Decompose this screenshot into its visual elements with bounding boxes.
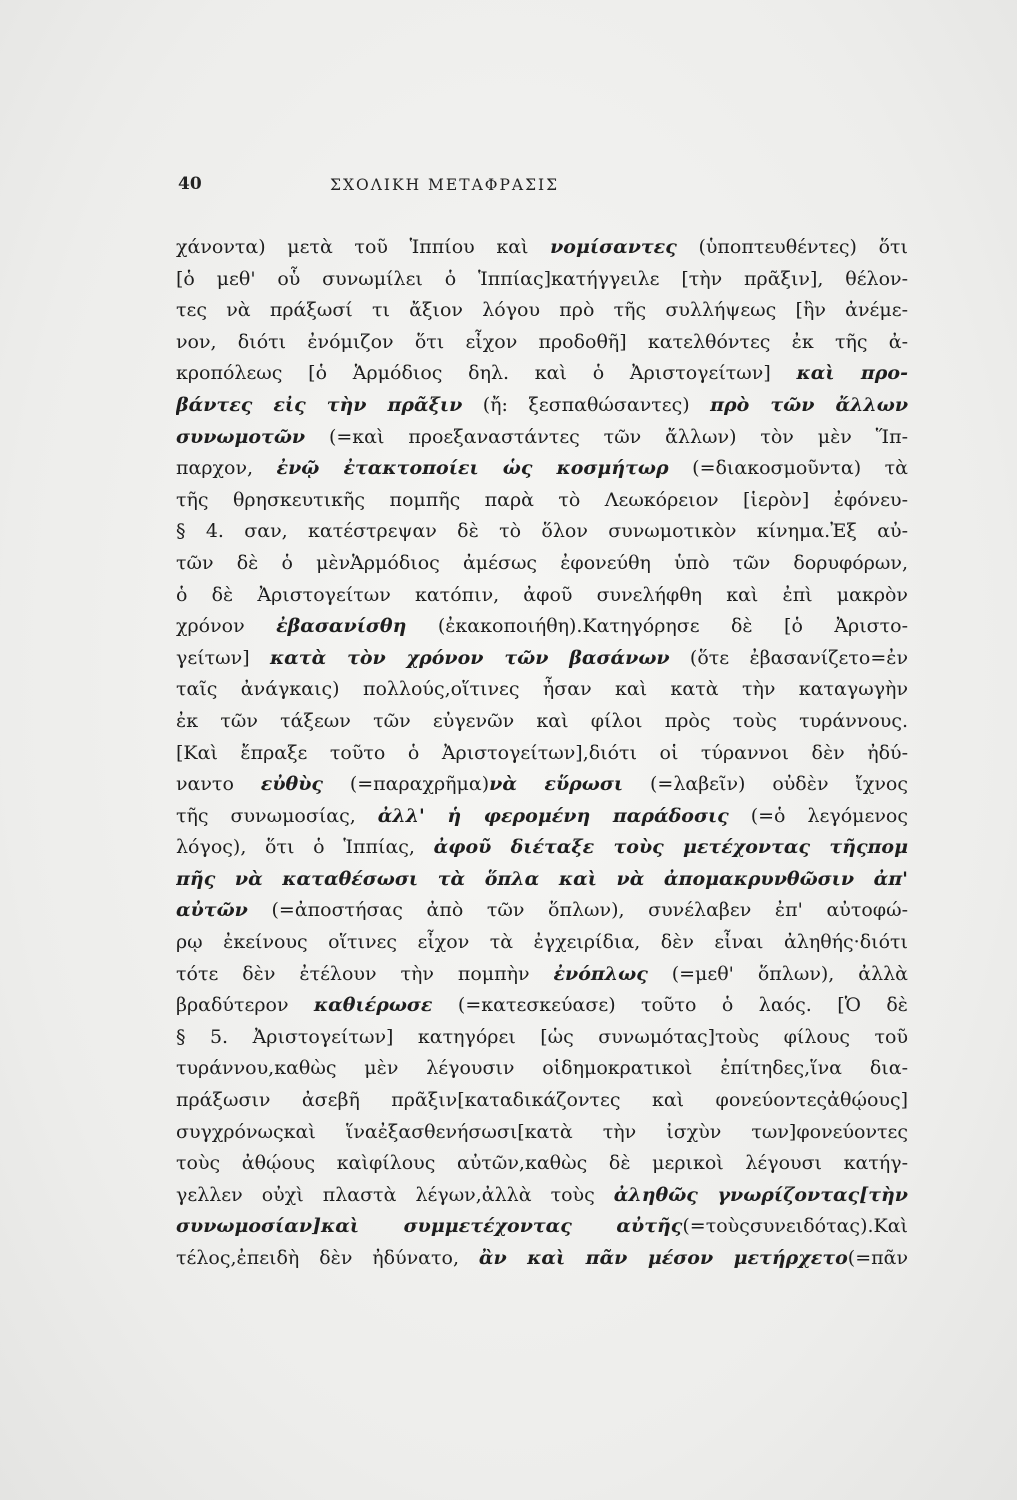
text-run: λόγος), ὅτι ὁ Ἱππίας, (176, 836, 434, 859)
text-line (176, 1211, 908, 1243)
text-run: τοὺς ἀθῴους καὶφίλους αὐτῶν,καθὼς δὲ μερικοὶ λέγουσι κατήγ- (176, 1152, 908, 1175)
text-run: χρόνον (176, 615, 277, 638)
text-run: (ὑποπτευθέντες) ὅτι (676, 236, 908, 258)
text-run: βραδύτερον (176, 994, 314, 1017)
text-run: (=πᾶν (847, 1247, 908, 1269)
emphasized-text: συνωμοτῶν (176, 425, 306, 448)
emphasized-text: ἀλλ' ἡ φερομένη παράδοσις (377, 804, 729, 827)
emphasized-text: ἂν καὶ πᾶν μέσον μετήρχετο (478, 1247, 848, 1269)
text-line (176, 801, 908, 833)
text-run: συγχρόνωςκαὶ ἵναἐξασθενήσωσι[κατὰ τὴν ἰσχὺν των]φονεύοντες (176, 1120, 908, 1143)
text-run: γελλεν οὐχὶ πλαστὰ λέγων,ἀλλὰ τοὺς (176, 1183, 614, 1206)
text-line (176, 390, 908, 422)
text-run: παρχον, (176, 457, 277, 480)
text-run: (=καὶ προεξαναστάντες τῶν ἄλλων) τὸν μὲν Ἵπ- (305, 425, 908, 448)
emphasized-text: καθιέρωσε (313, 994, 433, 1017)
text-line (176, 327, 908, 359)
page-number: 40 (178, 174, 202, 194)
body-text (176, 232, 908, 1275)
text-run: τες νὰ πράξωσί τι ἄξιον λόγου πρὸ τῆς συλλήψεως [ἣν ἀνέμε- (176, 299, 908, 322)
text-run: ρῳ ἐκείνους οἵτινες εἶχον τὰ ἐγχειρίδια, δὲν εἶναι ἀληθής·διότι (176, 931, 908, 954)
text-run: σαν, κατέστρεψαν δὲ τὸ ὅλον συνωμοτικὸν κίνημα.Ἐξ αὐ- (244, 520, 908, 543)
text-line (176, 738, 908, 770)
text-line (176, 832, 908, 864)
text-line (176, 358, 908, 390)
text-run: χάνοντα) μετὰ τοῦ Ἱππίου καὶ (176, 236, 551, 258)
emphasized-text: ἀληθῶς γνωρίζοντας[τὴν (613, 1183, 908, 1206)
text-run: § 5. Ἀριστογείτων] κατηγόρει [ὡς συνωμότας]τοὺς φίλους τοῦ (176, 1025, 908, 1048)
text-run: [Καὶ ἔπραξε τοῦτο ὁ Ἀριστογείτων],διότι οἱ τύραννοι δὲν ἠδύ- (176, 741, 908, 764)
text-line (176, 1022, 908, 1054)
emphasized-text: πρὸ τῶν ἄλλων (710, 393, 908, 416)
text-run: (=τοὺςσυνειδότας).Καὶ (682, 1215, 908, 1238)
text-run: τῆς θρησκευτικῆς πομπῆς παρὰ τὸ Λεωκόρειον [ἱερὸν] ἐφόνευ- (176, 488, 908, 511)
text-line (176, 422, 908, 454)
text-run: (=μεθ' ὅπλων), ἀλλὰ (647, 962, 908, 985)
text-line (176, 264, 908, 296)
emphasized-text: ἐβασανίσθη (276, 615, 407, 638)
text-run: § 4. (176, 520, 245, 543)
text-line (176, 959, 908, 991)
text-run: τυράννου,καθὼς μὲν λέγουσιν οἱδημοκρατικοὶ ἐπίτηδες,ἵνα δια- (176, 1057, 908, 1080)
text-line (176, 990, 908, 1022)
text-run: (=ὁ λεγόμενος (728, 804, 908, 827)
text-line (176, 1180, 908, 1212)
text-run: νον, διότι ἐνόμιζον ὅτι εἶχον προδοθῆ] κατελθόντες ἐκ τῆς ἀ- (176, 330, 908, 353)
emphasized-text: κατὰ τὸν χρόνον τῶν βασάνων (269, 646, 670, 669)
text-run: (ἤ: ξεσπαθώσαντες) (462, 393, 711, 416)
text-run: γείτων] (176, 646, 270, 669)
text-line (176, 927, 908, 959)
text-run: τέλος,ἐπειδὴ δὲν ἠδύνατο, (176, 1247, 479, 1269)
text-run: (=παραχρῆμα) (322, 773, 490, 796)
text-line (176, 516, 908, 548)
text-run: ναντο (176, 773, 261, 796)
text-run: (=κατεσκεύασε) τοῦτο ὁ λαός. [Ὁ δὲ (432, 994, 908, 1017)
text-line (176, 643, 908, 675)
text-line (176, 674, 908, 706)
text-run: τότε δὲν ἐτέλουν τὴν πομπὴν (176, 962, 554, 985)
text-run: [ὁ μεθ' οὗ συνωμίλει ὁ Ἱππίας]κατήγγειλε [τὴν πρᾶξιν], θέλον- (176, 267, 908, 290)
text-line (176, 1148, 908, 1180)
emphasized-text: ἀφοῦ διέταξε τοὺς μετέχοντας τῆςπομ (433, 836, 908, 859)
text-run: κροπόλεως [ὁ Ἁρμόδιος δηλ. καὶ ὁ Ἀριστογείτων] (176, 362, 797, 385)
text-run: (=ἀποστήσας ἀπὸ τῶν ὅπλων), συνέλαβεν ἐπ' αὐτοφώ- (247, 899, 908, 922)
emphasized-text: ἐνόπλως (553, 962, 648, 985)
text-run: πράξωσιν ἀσεβῆ πρᾶξιν[καταδικάζοντες καὶ φονεύοντεςἀθῴους] (176, 1089, 908, 1112)
text-line (176, 864, 908, 896)
text-line (176, 580, 908, 612)
text-run: (ὅτε ἐβασανίζετο=ἐν (669, 646, 908, 669)
emphasized-text: καὶ προ- (796, 362, 908, 385)
emphasized-text: αὐτῶν (176, 899, 248, 922)
text-run: τῆς συνωμοσίας, (176, 804, 378, 827)
text-run: ἐκ τῶν τάξεων τῶν εὐγενῶν καὶ φίλοι πρὸς τοὺς τυράννους. (176, 709, 908, 732)
text-line (176, 548, 908, 580)
emphasized-text: νὰ εὕρωσι (489, 773, 624, 796)
text-line (176, 895, 908, 927)
emphasized-text: πῆς νὰ καταθέσωσι τὰ ὅπλα καὶ νὰ ἀπομακρυνθῶσιν ἀπ' (176, 867, 908, 890)
text-line (176, 453, 908, 485)
text-line (176, 232, 908, 264)
text-line (176, 485, 908, 517)
text-run: ὁ δὲ Ἀριστογείτων κατόπιν, ἀφοῦ συνελήφθη καὶ ἐπὶ μακρὸν (176, 583, 908, 606)
text-line (176, 1053, 908, 1085)
text-run: (=λαβεῖν) οὐδὲν ἴχνος (623, 773, 908, 796)
text-run: ταῖς ἀνάγκαις) πολλούς,οἵτινες ἦσαν καὶ κατὰ τὴν καταγωγὴν (176, 678, 908, 701)
text-line (176, 1085, 908, 1117)
text-run: τῶν δὲ ὁ μὲνἉρμόδιος ἀμέσως ἐφονεύθη ὑπὸ τῶν δορυφόρων, (176, 551, 908, 574)
emphasized-text: νομίσαντες (550, 236, 677, 258)
text-line (176, 1117, 908, 1149)
text-run: (ἐκακοποιήθη).Κατηγόρησε δὲ [ὁ Ἀριστο- (406, 615, 908, 638)
emphasized-text: εὐθὺς (260, 773, 323, 796)
running-title: ΣΧΟΛΙΚΗ ΜΕΤΑΦΡΑΣΙΣ (330, 176, 560, 194)
text-line (176, 1243, 908, 1275)
text-line (176, 295, 908, 327)
text-line (176, 611, 908, 643)
text-run: (=διακοσμοῦντα) τὰ (668, 457, 908, 480)
emphasized-text: ἐνῷ ἐτακτοποίει ὡς κοσμήτωρ (276, 457, 669, 480)
text-line (176, 769, 908, 801)
emphasized-text: συνωμοσίαν]καὶ συμμετέχοντας αὐτῆς (176, 1215, 683, 1238)
text-line (176, 706, 908, 738)
emphasized-text: βάντες εἰς τὴν πρᾶξιν (176, 393, 463, 416)
